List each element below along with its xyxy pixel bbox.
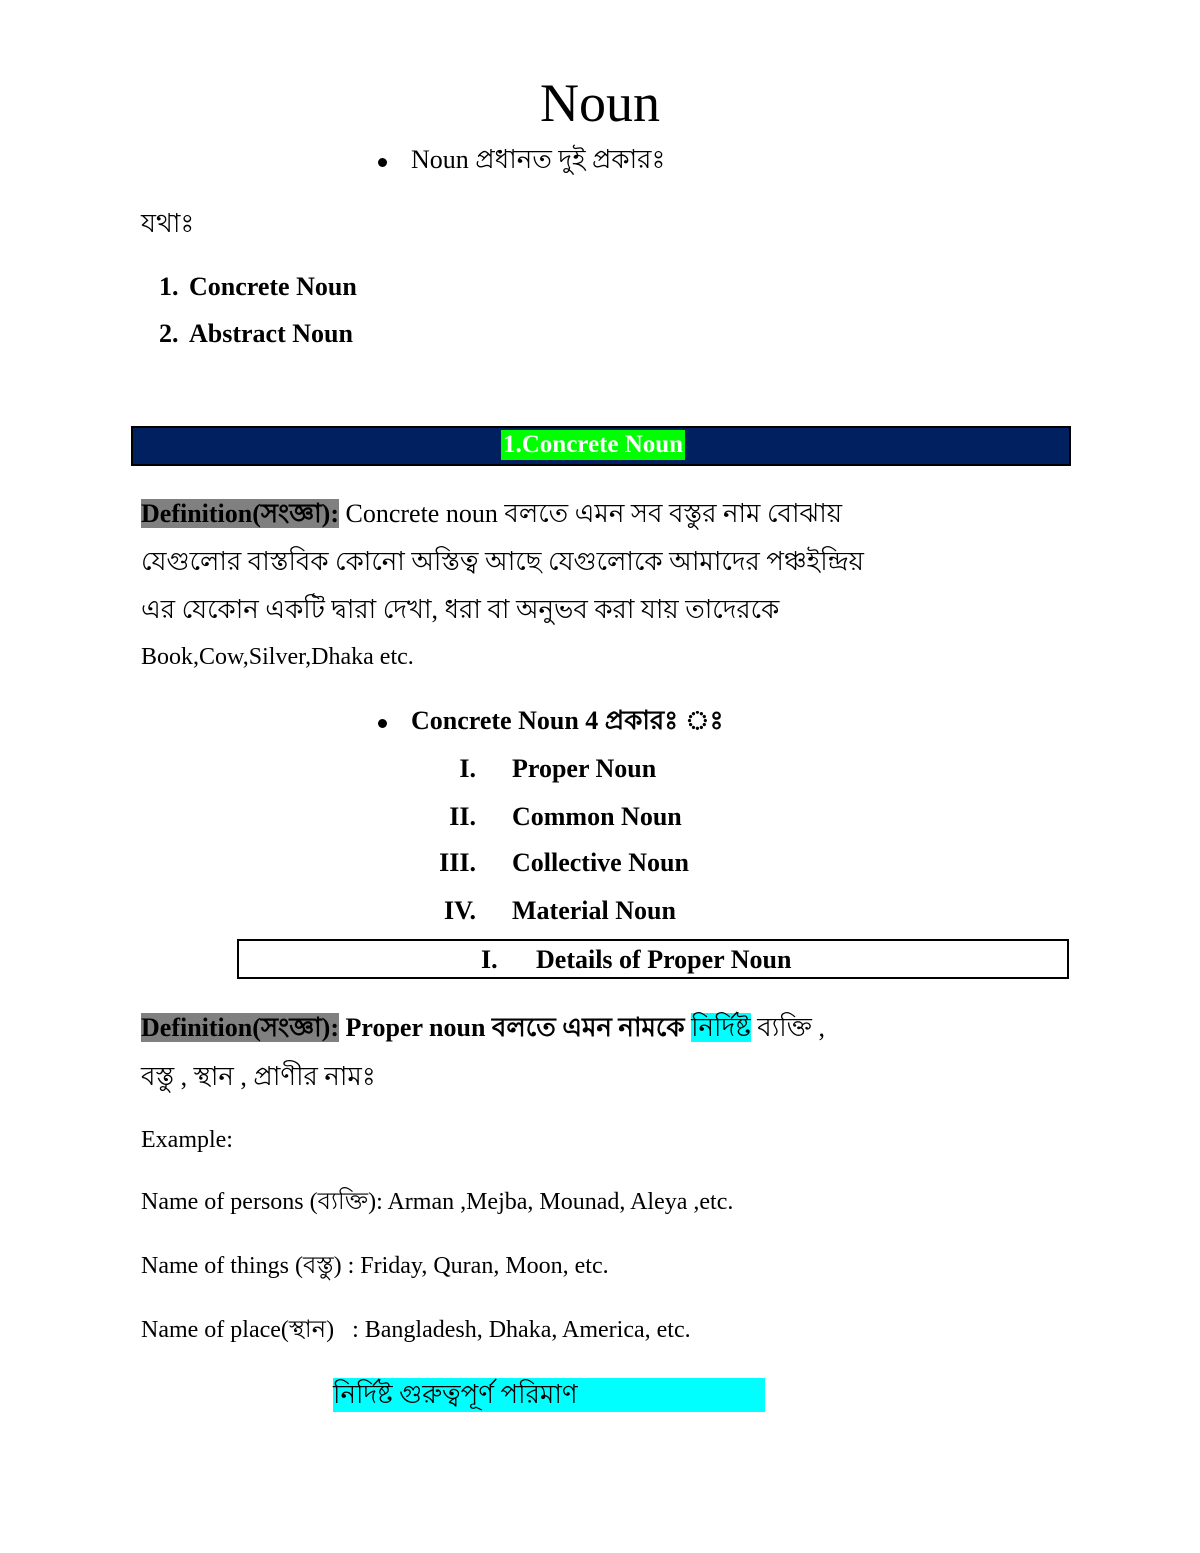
- example-things: Name of things (বস্তু) : Friday, Quran, Moon, etc.: [141, 1253, 609, 1279]
- page-title: Noun: [540, 73, 660, 133]
- header-label: Details of Proper Noun: [536, 945, 792, 974]
- roman-numeral: II.: [449, 802, 476, 831]
- intro-bullet-text: Noun প্রধানত দুই প্রকারঃ: [411, 145, 666, 174]
- example-place: Name of place(স্থান) : Bangladesh, Dhaka, America, etc.: [141, 1317, 691, 1343]
- list-label: Abstract Noun: [189, 319, 353, 348]
- example-heading: Example:: [141, 1127, 233, 1153]
- type-label: Proper Noun: [512, 754, 657, 783]
- intro-bullet: [378, 143, 665, 177]
- list-number: 2.: [159, 319, 179, 348]
- header-number: I.: [481, 945, 498, 974]
- roman-numeral: I.: [459, 754, 476, 783]
- type-label: Collective Noun: [512, 848, 689, 877]
- example-persons: Name of persons (ব্যক্তি): Arman ,Mejba, Mounad, Aleya ,etc.: [141, 1189, 734, 1215]
- intro-label: যথাঃ: [141, 209, 195, 238]
- main-list-item-2: [159, 317, 353, 351]
- types-bullet-text: Concrete Noun 4 প্রকারঃ ঃ: [411, 706, 724, 735]
- concrete-definition-line-3: এর যেকোন একটি দ্বারা দেখা, ধরা বা অনুভব করা যায় তাদেরকে: [141, 595, 780, 624]
- roman-numeral: IV.: [443, 896, 476, 925]
- roman-numeral: III.: [439, 848, 476, 877]
- type-item-2: [432, 800, 682, 834]
- concrete-examples: Book,Cow,Silver,Dhaka etc.: [141, 644, 414, 670]
- types-bullet: [378, 704, 724, 738]
- concrete-definition-line-2: যেগুলোর বাস্তবিক কোনো অস্তিত্ব আছে যেগুলোকে আমাদের পঞ্চইন্দ্রিয়: [141, 547, 864, 576]
- type-label: Material Noun: [512, 896, 676, 925]
- definition-highlight: নির্দিষ্ট: [691, 1013, 751, 1042]
- bullet-icon: [378, 719, 387, 728]
- proper-noun-header: [481, 944, 791, 976]
- footer-highlight: নির্দিষ্ট গুরুত্বপূর্ণ পরিমাণ: [333, 1378, 765, 1412]
- definition-rest: ব্যক্তি ,: [757, 1013, 825, 1042]
- concrete-definition-line-1: [141, 497, 842, 531]
- bullet-icon: [378, 158, 387, 167]
- type-item-4: [432, 894, 676, 928]
- definition-bold-text: Proper noun বলতে এমন নামকে: [345, 1013, 685, 1042]
- definition-label: Definition(সংজ্ঞা):: [141, 499, 339, 528]
- type-item-1: [432, 752, 656, 786]
- list-label: Concrete Noun: [189, 272, 357, 301]
- definition-text: Concrete noun বলতে এমন সব বস্তুর নাম বোঝায়: [345, 499, 843, 528]
- proper-definition-line-1: [141, 1011, 825, 1045]
- type-item-3: [432, 846, 689, 880]
- type-label: Common Noun: [512, 802, 682, 831]
- main-list-item-1: [159, 270, 357, 304]
- section-header-label: 1.Concrete Noun: [503, 431, 684, 458]
- definition-label: Definition(সংজ্ঞা):: [141, 1013, 339, 1042]
- list-number: 1.: [159, 272, 179, 301]
- proper-definition-line-2: বস্তু , স্থান , প্রাণীর নামঃ: [141, 1062, 376, 1091]
